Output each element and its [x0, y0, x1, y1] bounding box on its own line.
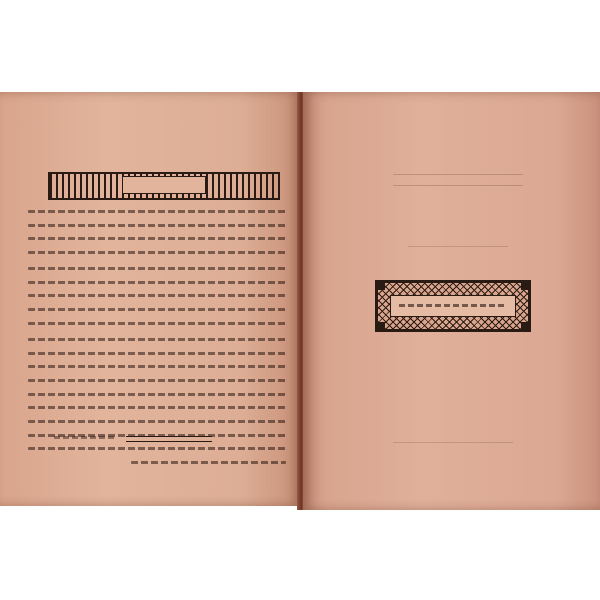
- section-heading: [122, 176, 206, 194]
- text-line: [28, 237, 286, 240]
- text-line: [28, 267, 286, 270]
- text-line: [28, 447, 286, 450]
- corner-ornament: [375, 322, 385, 332]
- tailpiece-ornament: [126, 436, 212, 442]
- headpiece-ornament: [48, 172, 280, 200]
- corner-ornament: [521, 280, 531, 290]
- show-through-title: [408, 224, 508, 247]
- left-page: [0, 92, 300, 506]
- text-line: [28, 365, 286, 368]
- text-line: [28, 338, 286, 341]
- text-line: [28, 308, 286, 311]
- show-through-ornament: [393, 442, 513, 449]
- closing-note: [54, 432, 114, 442]
- corner-ornament: [521, 322, 531, 332]
- text-line: [28, 352, 286, 355]
- text-line: [28, 281, 286, 284]
- text-line: [28, 393, 286, 396]
- text-line: [28, 210, 286, 213]
- text-line: [28, 294, 286, 297]
- show-through-ornament: [393, 174, 523, 186]
- text-line: [28, 379, 286, 382]
- text-line: [28, 322, 286, 325]
- open-book: [0, 92, 600, 510]
- text-line: [28, 420, 286, 423]
- text-line: [131, 461, 286, 464]
- text-line: [28, 406, 286, 409]
- text-line: [28, 224, 286, 227]
- cartouche-text: [390, 295, 516, 317]
- framed-cartouche: [375, 280, 531, 332]
- corner-ornament: [375, 280, 385, 290]
- right-page: [303, 92, 600, 510]
- text-line: [28, 251, 286, 254]
